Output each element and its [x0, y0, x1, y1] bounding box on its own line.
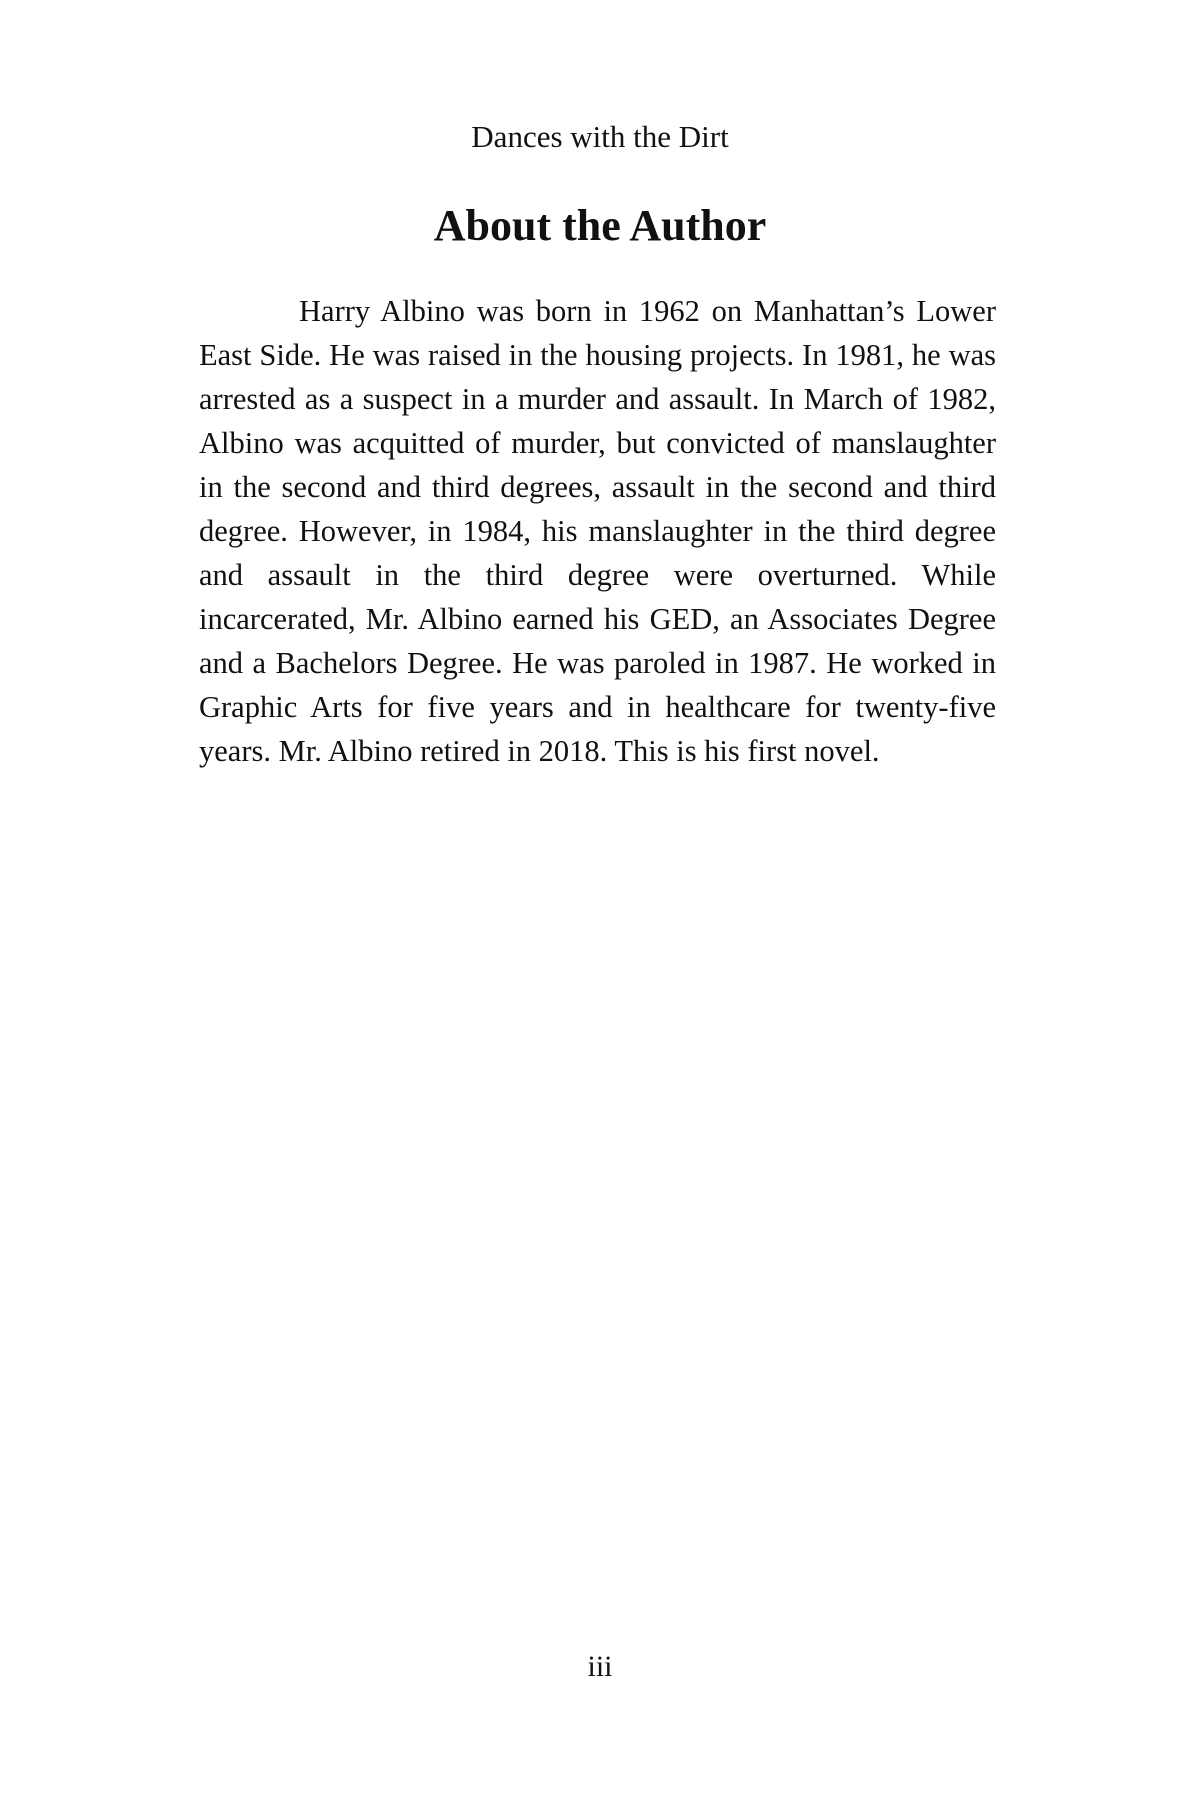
- page-number: iii: [587, 1650, 613, 1683]
- chapter-title: About the Author: [433, 201, 767, 250]
- author-bio-paragraph: Harry Albino was born in 1962 on Manhattan’s Lower East Side. He was raised in the housing projects. In 1981, he was arrested as a suspect in a murder and assault. In March of 1982, Albino was acquitted of murder, but convicted of manslaughter in the second and third degrees, assault in the second and third degree. However, in 1984, his manslaughter in the third degree and assault in the third degree were overturned. While incarcerated, Mr. Albino earned his GED, an Associates Degree and a Bachelors Degree. He was paroled in 1987. He worked in Graphic Arts for five years and in healthcare for twenty-five years. Mr. Albino retired in 2018. This is his first novel.: [199, 294, 996, 768]
- running-header: Dances with the Dirt: [471, 119, 729, 154]
